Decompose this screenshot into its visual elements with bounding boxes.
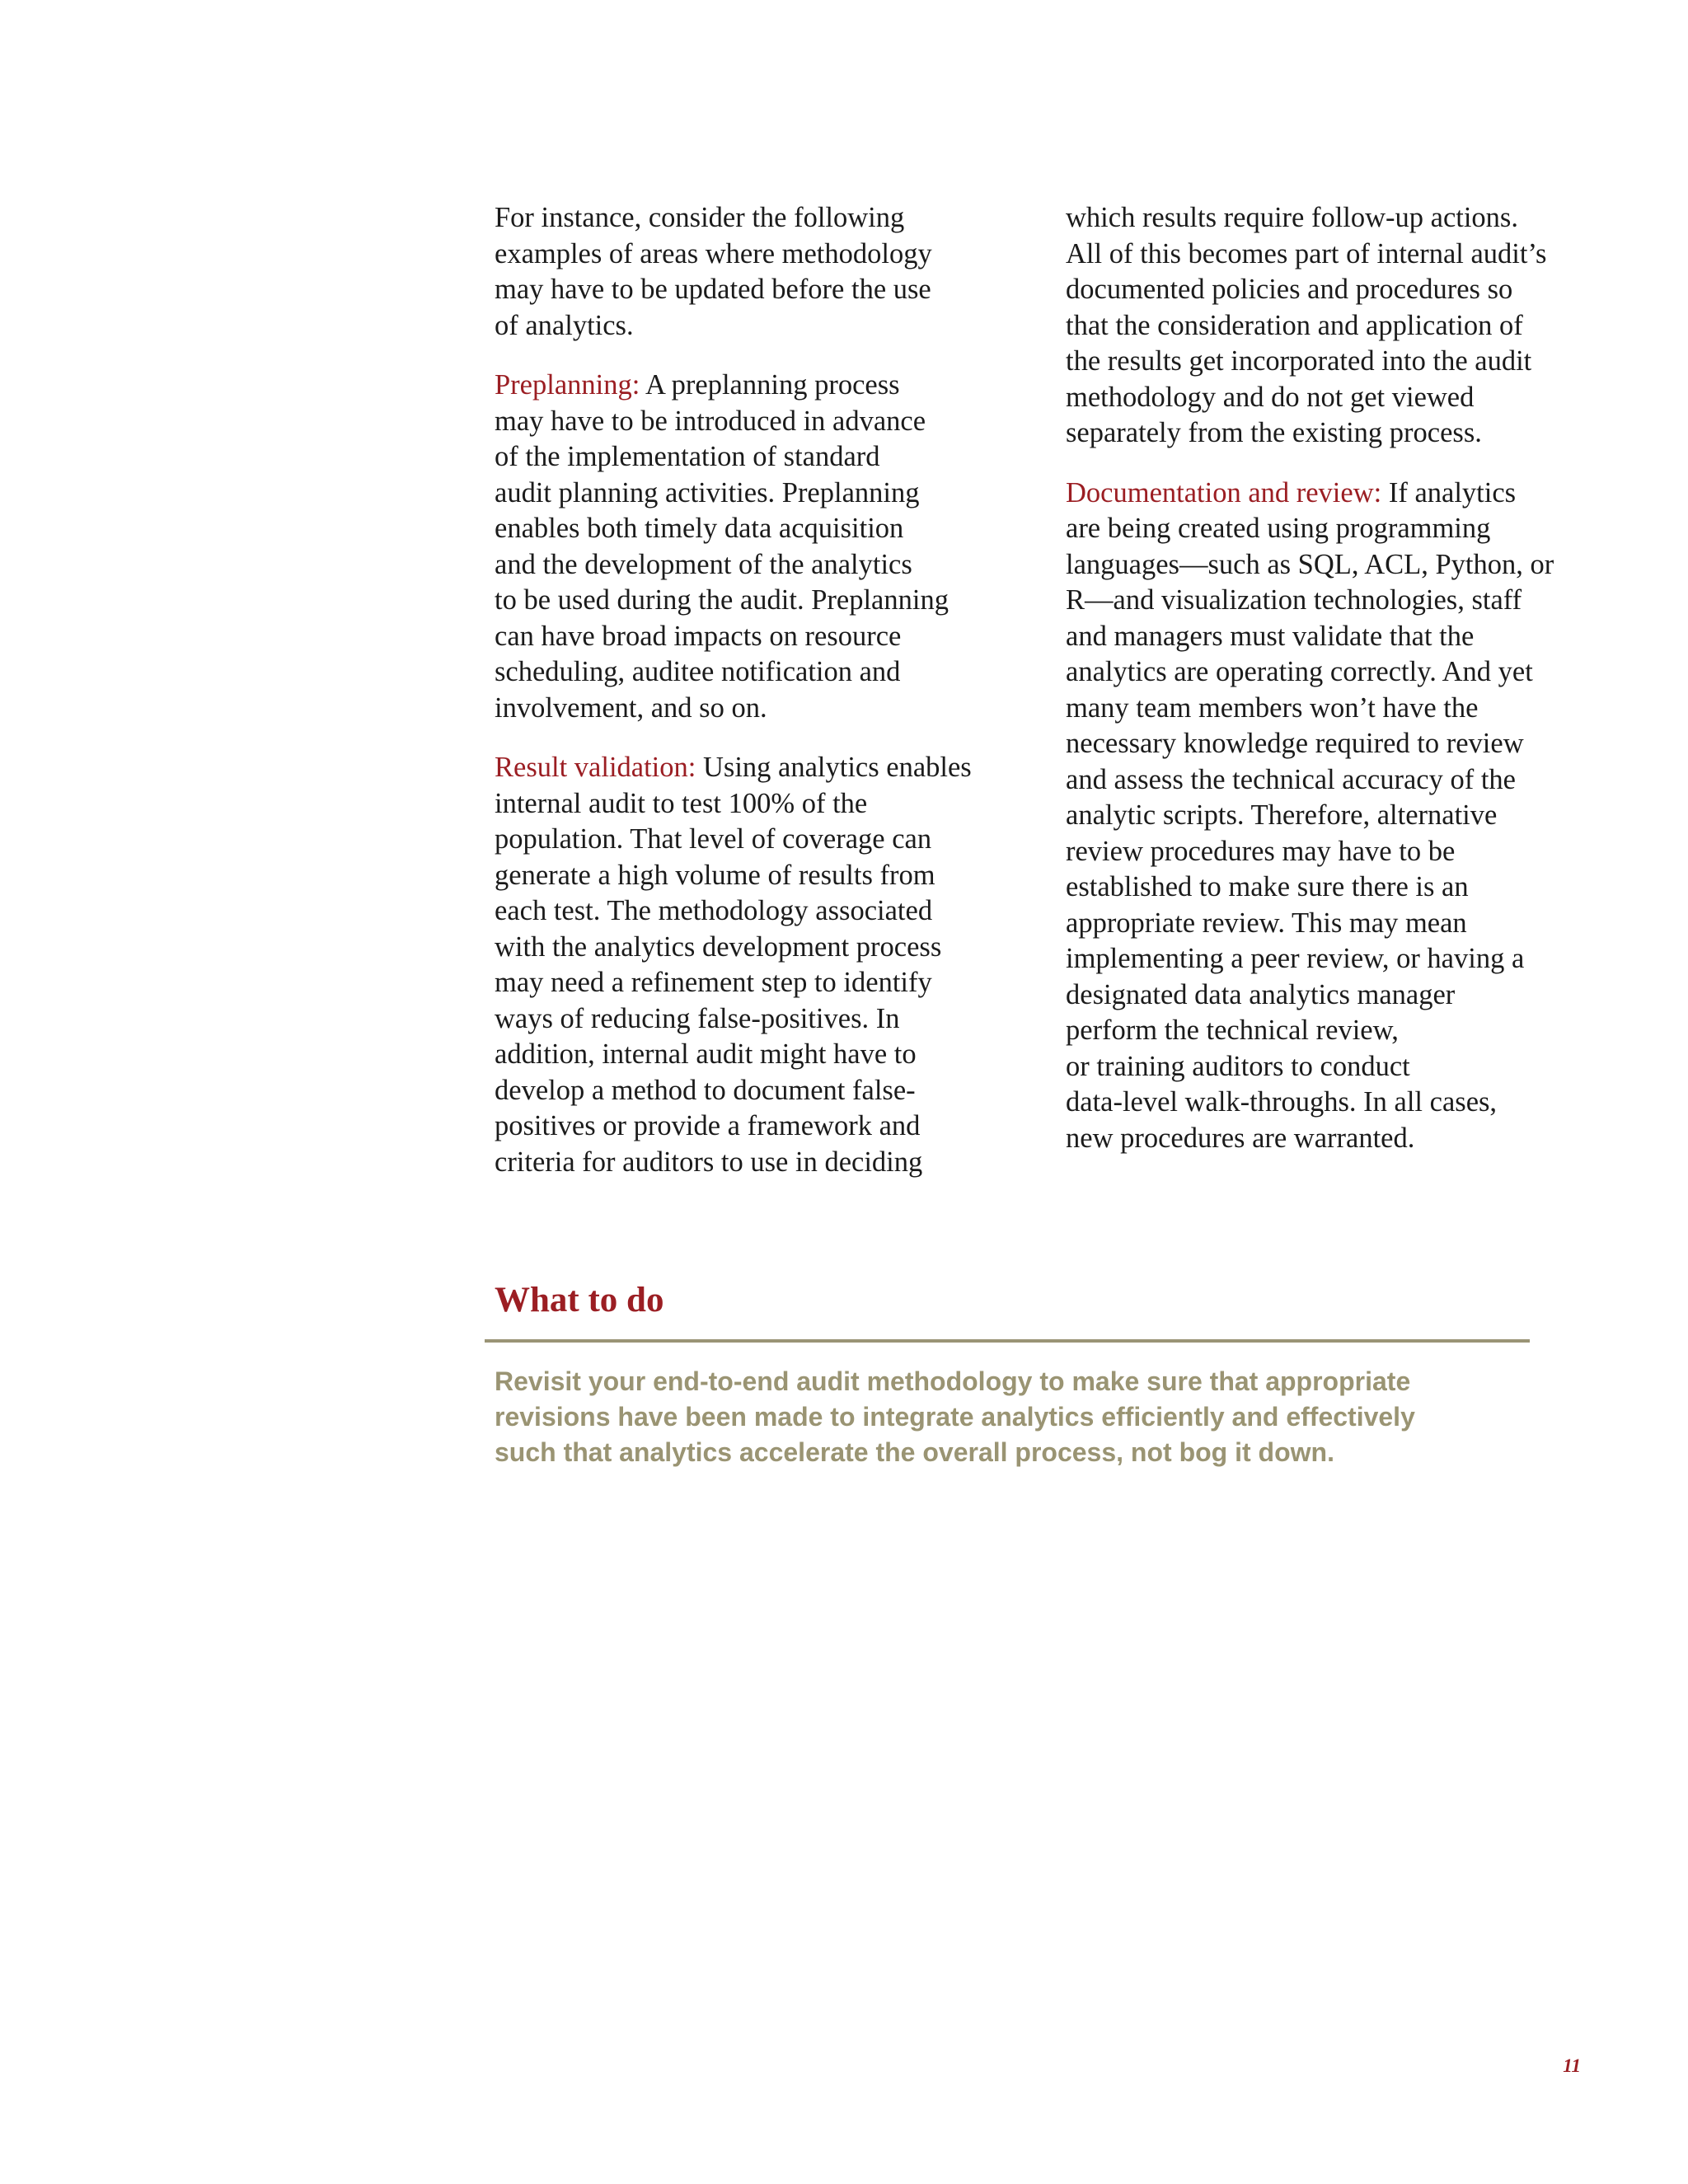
text-line: methodology and do not get viewed [1066, 381, 1475, 413]
text-line: and managers must validate that the [1066, 620, 1475, 652]
text-line: enables both timely data acquisition [495, 513, 904, 544]
what-to-do-section [485, 1276, 1531, 1470]
callout-line: revisions have been made to integrate analytics efficiently and effectively [495, 1402, 1415, 1432]
text-line: population. That level of coverage can [495, 823, 932, 855]
text-line: generate a high volume of results from [495, 859, 935, 891]
left-column [495, 200, 1022, 1204]
text-line: or training auditors to conduct [1066, 1050, 1410, 1082]
text-line: new procedures are warranted. [1066, 1122, 1415, 1154]
text-line: necessary knowledge required to review [1066, 728, 1524, 759]
text-line: and the development of the analytics [495, 548, 912, 580]
intro-paragraph [495, 200, 1022, 344]
text-line: which results require follow-up actions. [1066, 202, 1518, 233]
text-line: of analytics. [495, 309, 634, 341]
callout-line: such that analytics accelerate the overall process, not bog it down. [495, 1437, 1334, 1467]
documentation-review-lead: Documentation and review: [1066, 476, 1382, 509]
text-line: can have broad impacts on resource [495, 620, 902, 652]
what-to-do-heading: What to do [495, 1281, 664, 1319]
text-line: and assess the technical accuracy of the [1066, 763, 1516, 795]
text-line: may have to be updated before the use [495, 274, 931, 305]
text-line: criteria for auditors to use in deciding [495, 1146, 923, 1178]
text-line [495, 368, 1022, 404]
text-line: audit planning activities. Preplanning [495, 476, 920, 509]
text-line: of the implementation of standard [495, 441, 880, 472]
text-line: analytics are operating correctly. And yet [1066, 656, 1533, 687]
preplanning-lead: Preplanning: [495, 369, 640, 401]
text-line: review procedures may have to be [1066, 835, 1456, 867]
section-divider [485, 1339, 1530, 1343]
text-line: examples of areas where methodology [495, 237, 932, 269]
text-line: data-level walk-throughs. In all cases, [1066, 1086, 1498, 1118]
text-line: the results get incorporated into the audit [1066, 345, 1532, 377]
text-line: implementing a peer review, or having a [1066, 943, 1525, 974]
text-line: to be used during the audit. Preplanning [495, 584, 949, 616]
text-line: develop a method to document false- [495, 1074, 916, 1106]
text-fragment: If analytics [1381, 476, 1517, 509]
text-line: For instance, consider the following [495, 202, 905, 233]
text-line: may need a refinement step to identify [495, 967, 932, 998]
text-line: established to make sure there is an [1066, 871, 1469, 902]
text-line: languages—such as SQL, ACL, Python, or [1066, 548, 1554, 580]
result-validation-paragraph [495, 750, 1022, 1180]
text-line: All of this becomes part of internal audit’s [1066, 237, 1547, 269]
preplanning-paragraph [495, 368, 1022, 726]
text-line: perform the technical review, [1066, 1015, 1399, 1046]
text-line: analytic scripts. Therefore, alternative [1066, 799, 1498, 831]
text-line [495, 750, 1022, 786]
text-line: many team members won’t have the [1066, 691, 1479, 724]
text-line: positives or provide a framework and [495, 1110, 921, 1141]
text-fragment: A preplanning process [640, 369, 900, 401]
text-line: documented policies and procedures so [1066, 274, 1513, 305]
text-line: scheduling, auditee notification and [495, 656, 901, 687]
text-line: may have to be introduced in advance [495, 405, 926, 437]
text-line: that the consideration and application of [1066, 309, 1523, 341]
continuation-paragraph [1066, 200, 1593, 452]
text-line: involvement, and so on. [495, 691, 767, 724]
what-to-do-callout [495, 1364, 1531, 1470]
text-fragment: Using analytics enables [696, 752, 972, 783]
text-line [1066, 476, 1593, 512]
documentation-review-paragraph [1066, 476, 1593, 1157]
text-line: are being created using programming [1066, 513, 1491, 544]
text-line: appropriate review. This may mean [1066, 907, 1467, 939]
callout-line: Revisit your end-to-end audit methodology to make sure that appropriate [495, 1366, 1411, 1396]
result-validation-lead: Result validation: [495, 752, 696, 783]
right-column [1066, 200, 1593, 1180]
page-number: 11 [1563, 2055, 1581, 2076]
text-line: with the analytics development process [495, 930, 942, 963]
text-line: each test. The methodology associated [495, 895, 933, 926]
text-line: R—and visualization technologies, staff [1066, 584, 1522, 616]
text-line: designated data analytics manager [1066, 978, 1456, 1010]
text-line: addition, internal audit might have to [495, 1038, 917, 1070]
text-line: ways of reducing false-positives. In [495, 1002, 900, 1034]
text-line: internal audit to test 100% of the [495, 787, 868, 819]
text-line: separately from the existing process. [1066, 417, 1482, 448]
